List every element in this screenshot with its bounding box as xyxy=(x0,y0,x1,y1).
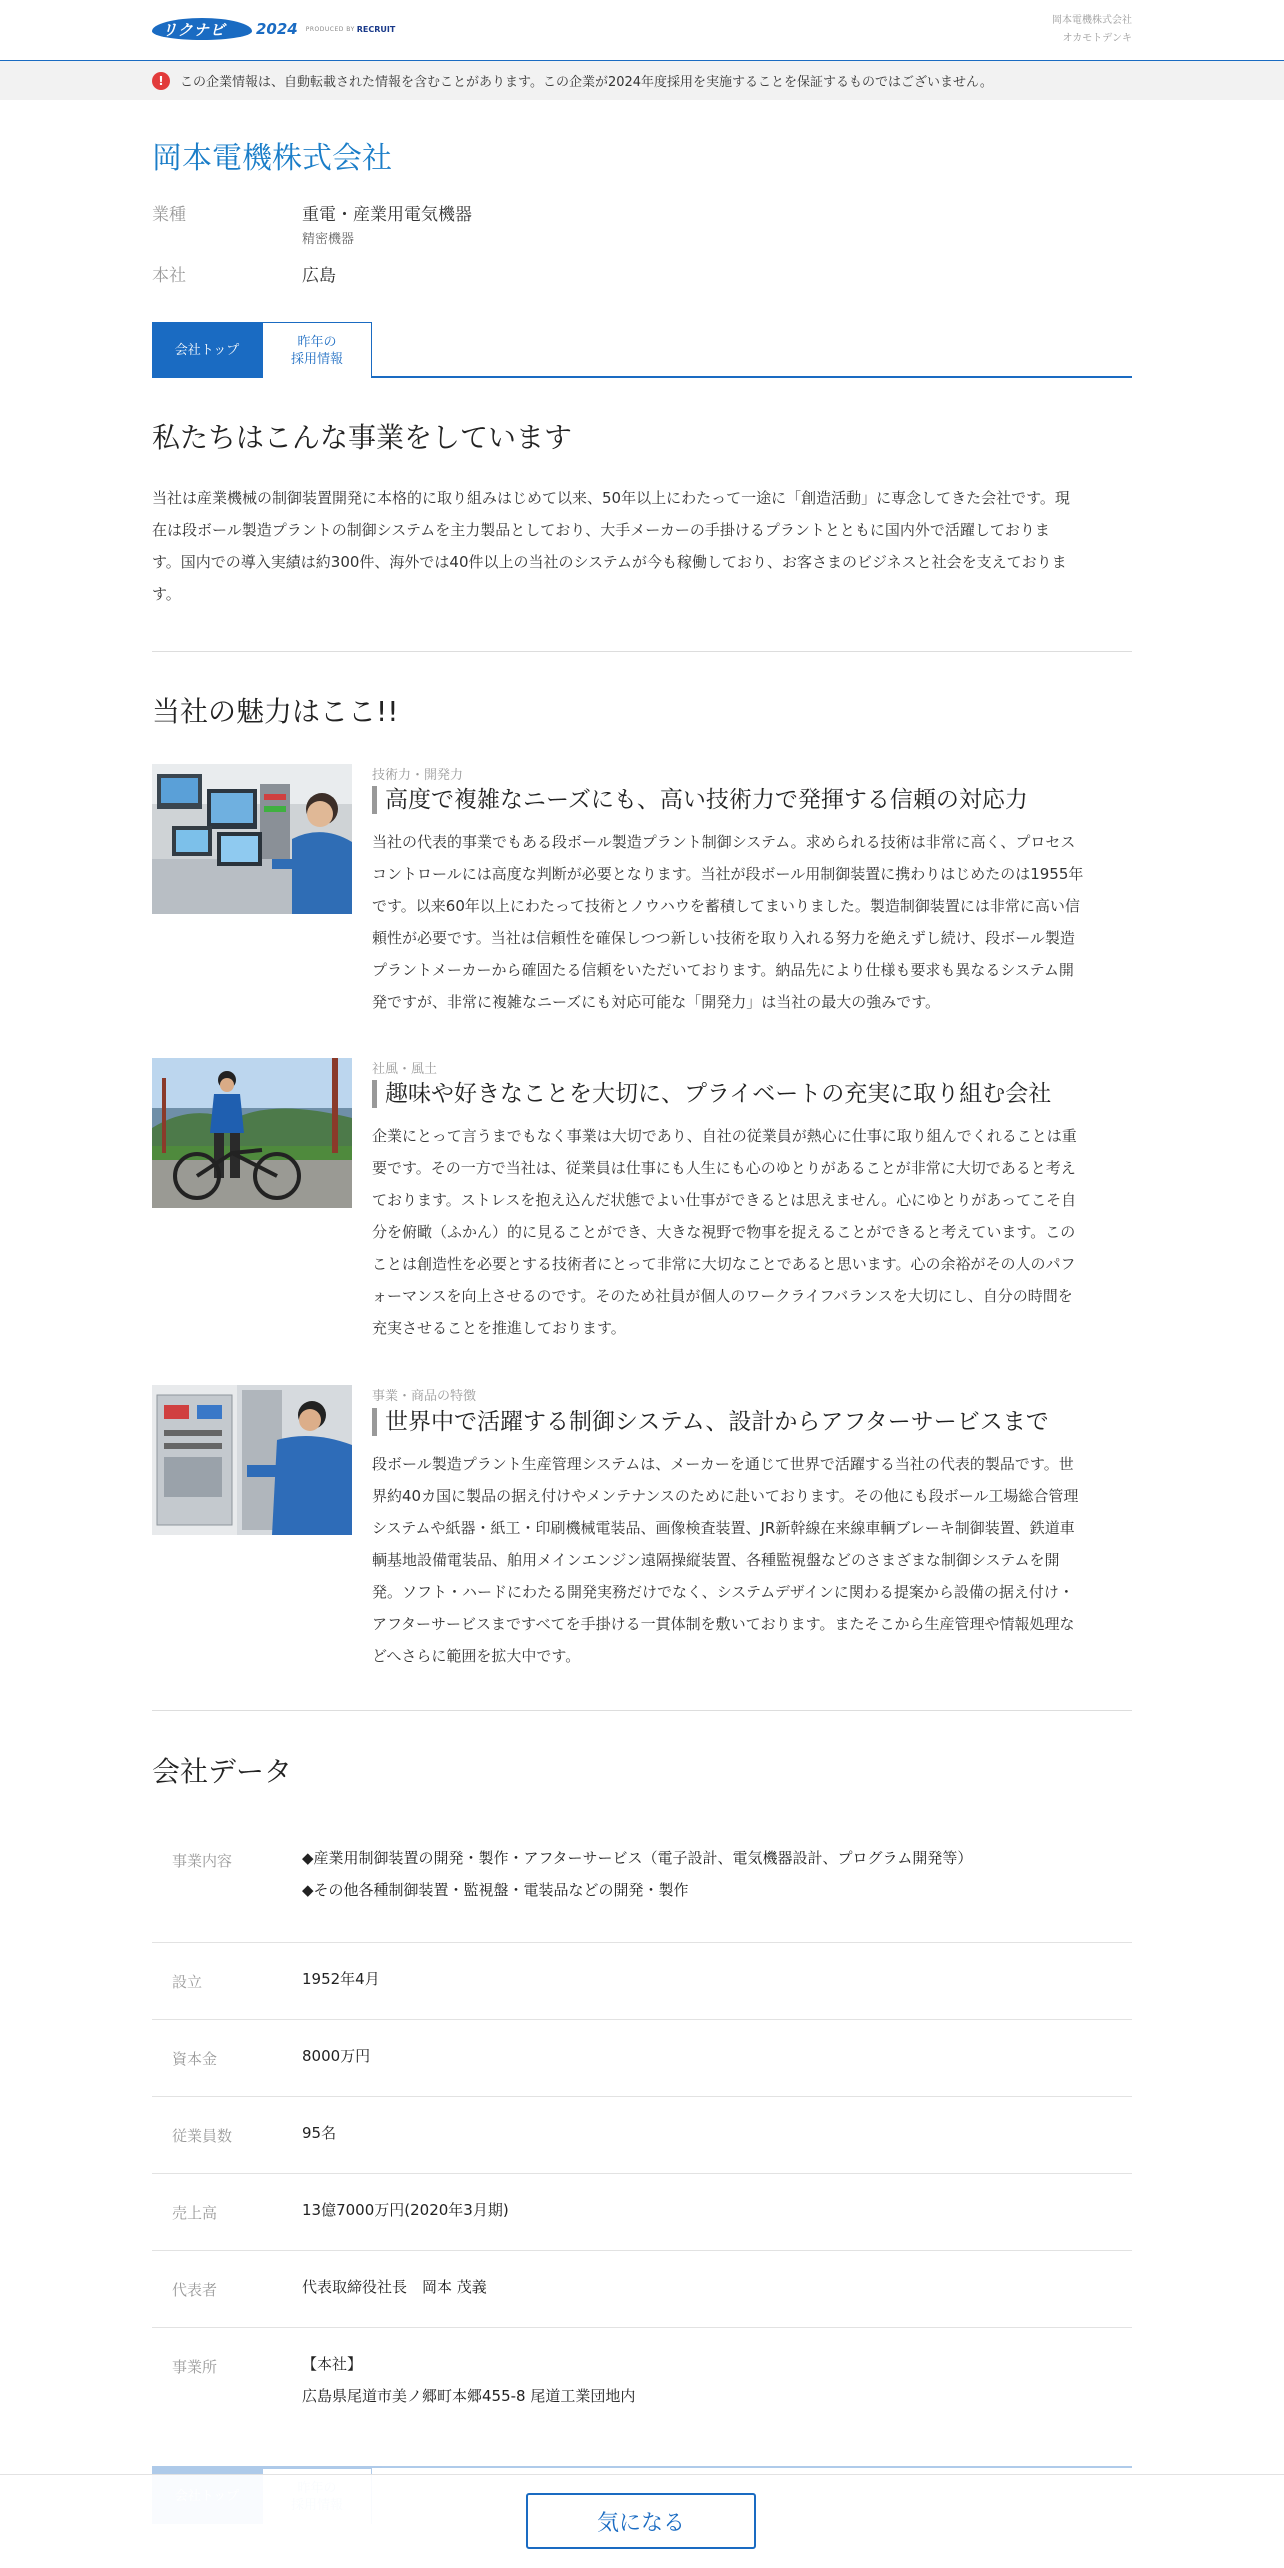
hq-row xyxy=(152,261,752,291)
data-label: 従業員数 xyxy=(172,2127,233,2145)
data-row-offices xyxy=(152,2328,1132,2438)
page-title: 岡本電機株式会社 xyxy=(152,141,392,176)
notice-banner xyxy=(0,60,1284,100)
feature-title: 世界中で活躍する制御システム、設計からアフターサービスまで xyxy=(372,1408,1049,1436)
data-row-business xyxy=(152,1833,1132,1943)
data-label: 売上高 xyxy=(172,2204,218,2222)
feature-description: 当社の代表的事業でもある段ボール製造プラント制御システム。求められる技術は非常に高く、プロセス コントロールには高度な判断が必要となります。当社が段ボール用制御装置に携わりはじめたのは1955年 です。以来60年以上にわたって技術とノウハウを蓄積してまいりました。製造制御装置には非常に高い信 頼性が必要です。当社は信頼性を確保しつつ新しい技術を取り入れる努力を絶えずし続け、段ボール製造 プラントメーカーから確固たる信頼をいただいております。納品先により仕様も要求も異なるシステム開 発ですが、非常に複雑なニーズにも対応可能な「開発力」は当社の最大の強みです。 xyxy=(372,833,1084,1011)
recruit-logo: RECRUIT xyxy=(356,24,396,34)
data-row-capital xyxy=(152,2020,1132,2097)
data-label: 資本金 xyxy=(172,2050,218,2068)
feature-image-control-panel xyxy=(152,1385,352,1535)
feature-image-bicycle xyxy=(152,1058,352,1208)
divider xyxy=(152,1710,1132,1711)
data-value: 8000万円 xyxy=(302,2047,371,2065)
company-tabs xyxy=(152,322,1132,378)
data-value: 【本社】 広島県尾道市美ノ郷町本郷455-8 尾道工業団地内 xyxy=(302,2355,636,2405)
data-row-representative xyxy=(152,2251,1132,2328)
feature-title: 趣味や好きなことを大切に、プライベートの充実に取り組む会社 xyxy=(372,1080,1051,1108)
data-label: 設立 xyxy=(172,1973,203,1991)
business-heading: 私たちはこんな事業をしています xyxy=(152,421,573,454)
data-value: 代表取締役社長 岡本 茂義 xyxy=(302,2278,487,2296)
notice-text: この企業情報は、自動転載された情報を含むことがあります。この企業が2024年度採用を実施することを保証するものではございません。 xyxy=(180,75,993,90)
business-description: 当社は産業機械の制御装置開発に本格的に取り組みはじめて以来、50年以上にわたって一途に「創造活動」に専念してきた会社です。現 在は段ボール製造プラントの制御システムを主力製品としており、大手メーカーの手掛けるプラントとともに国内外で活躍しておりま す。国内での導入実績は約300件、海外では40件以上の当社のシステムが今も稼働しており、お客さまのビジネスと社会を支えておりま す。 xyxy=(152,489,1070,603)
alert-icon: ! xyxy=(152,72,170,90)
appeal-heading: 当社の魅力はここ!! xyxy=(152,695,399,728)
data-label: 事業所 xyxy=(172,2358,218,2376)
data-value: 13億7000万円(2020年3月期) xyxy=(302,2201,509,2219)
company-data-heading: 会社データ xyxy=(152,1755,293,1788)
bottom-action-bar xyxy=(0,2474,1284,2568)
feature-category: 事業・商品の特徴 xyxy=(372,1389,477,1404)
feature-title: 高度で複雑なニーズにも、高い技術力で発揮する信頼の対応力 xyxy=(372,786,1028,814)
rikunabi-logo[interactable] xyxy=(152,18,395,40)
industry-row xyxy=(152,198,752,258)
industry-label: 業種 xyxy=(152,205,186,225)
data-row-sales xyxy=(152,2174,1132,2251)
logo-year: 2024 xyxy=(256,20,298,38)
header-company-name: 岡本電機株式会社 xyxy=(1052,15,1132,26)
tab-company-top[interactable]: 会社トップ xyxy=(152,322,262,378)
header-company-kana: オカモトデンキ xyxy=(1062,33,1132,44)
divider xyxy=(152,651,1132,652)
tab-last-year-recruit[interactable]: 昨年の 採用情報 xyxy=(262,322,372,378)
data-row-employees xyxy=(152,2097,1132,2174)
data-row-established xyxy=(152,1943,1132,2020)
produced-by: PRODUCED BY xyxy=(305,25,355,33)
interested-button[interactable]: 気になる xyxy=(526,2493,756,2549)
top-header xyxy=(0,0,1284,60)
data-label: 代表者 xyxy=(172,2281,218,2299)
data-value: 95名 xyxy=(302,2124,337,2142)
data-value: ◆産業用制御装置の開発・製作・アフターサービス（電子設計、電気機器設計、プログラム開発等） ◆その他各種制御装置・監視盤・電装品などの開発・製作 xyxy=(302,1849,973,1899)
hq-value: 広島 xyxy=(302,266,336,286)
feature-category: 社風・風土 xyxy=(372,1062,438,1077)
header-company xyxy=(1052,12,1132,48)
industry-value: 重電・産業用電気機器 xyxy=(302,205,472,225)
logo-mark: リクナビ xyxy=(152,18,252,40)
data-label: 事業内容 xyxy=(172,1852,233,1870)
feature-description: 企業にとって言うまでもなく事業は大切であり、自社の従業員が熱心に仕事に取り組んでくれることは重 要です。その一方で当社は、従業員は仕事にも人生にも心のゆとりがあることが非常に大切であると考え ております。ストレスを抱え込んだ状態でよい仕事ができるとは思えません。心にゆとりがあってこそ自 分を俯瞰（ふかん）的に見ることができ、大きな視野で物事を捉えることができると考えています。この ことは創造性を必要とする技術者にとって非常に大切なことであると思います。心の余裕がその人のパフ ォーマンスを向上させるのです。そのため社員が個人のワークライフバランスを大切にし、自分の時間を 充実させることを推進しております。 xyxy=(372,1127,1077,1337)
feature-category: 技術力・開発力 xyxy=(372,768,464,783)
data-value: 1952年4月 xyxy=(302,1970,380,1988)
feature-description: 段ボール製造プラント生産管理システムは、メーカーを通じて世界で活躍する当社の代表的製品です。世 界約40カ国に製品の据え付けやメンテナンスのために赴いております。その他にも段ボール工場総合管理 システムや紙器・紙工・印刷機械電装品、画像検査装置、JR新幹線在来線車輌ブレーキ制御装置、鉄道車 輌基地設備電装品、舶用メインエンジン遠隔操縦装置、各種監視盤などのさまざまな制御システムを開 発。ソフト・ハードにわたる開発実務だけでなく、システムデザインに関わる提案から設備の据え付け・ アフターサービスまですべてを手掛ける一貫体制を敷いております。またそこから生産管理や情報処理な どへさらに範囲を拡大中です。 xyxy=(372,1455,1079,1665)
feature-image-control-room xyxy=(152,764,352,914)
industry-sub: 精密機器 xyxy=(302,232,355,247)
hq-label: 本社 xyxy=(152,266,186,286)
